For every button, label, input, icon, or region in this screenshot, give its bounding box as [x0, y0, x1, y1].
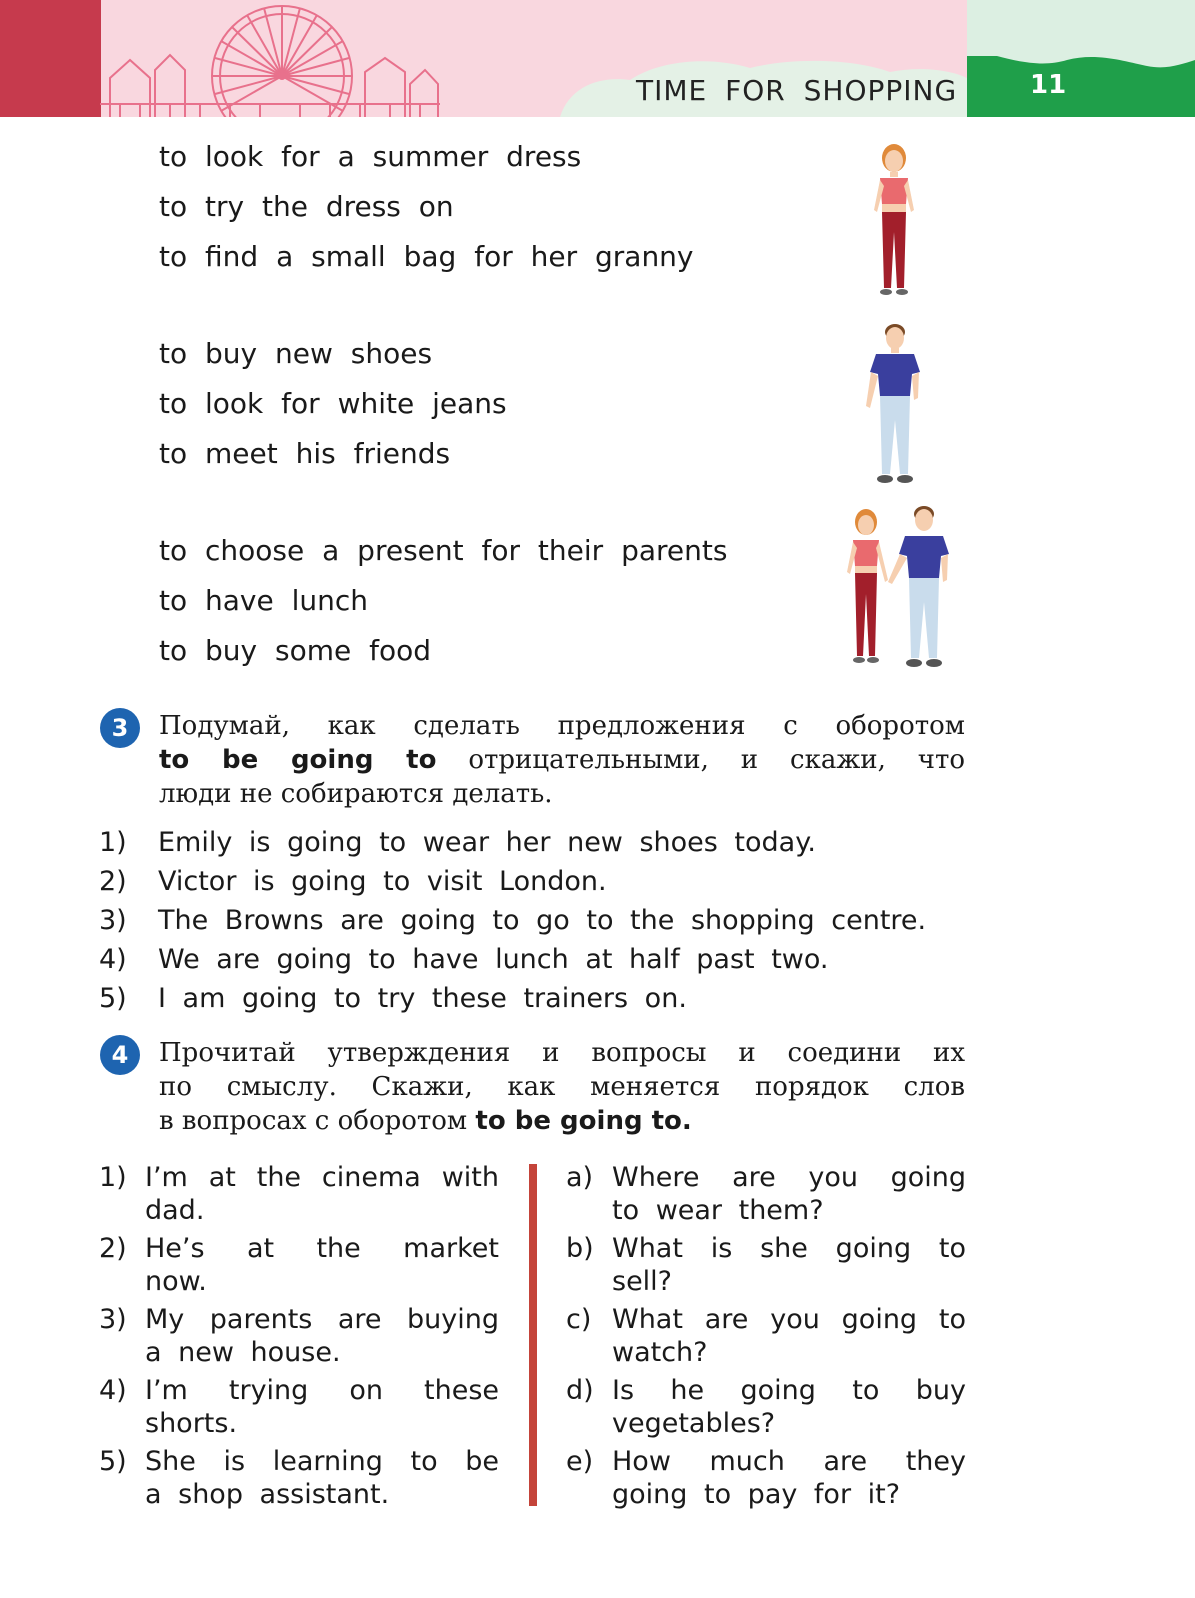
question-line: How much are they — [612, 1446, 966, 1477]
girl-figure — [862, 142, 926, 304]
sentence-number: 1) — [99, 827, 127, 858]
question-line: Is he going to buy — [612, 1375, 966, 1406]
statement-number: 3) — [99, 1304, 127, 1335]
phrase-item: to find a small bag for her granny — [159, 240, 694, 273]
question-text — [612, 1374, 966, 1440]
sentence-text: The Browns are going to go to the shopping centre. — [158, 905, 927, 936]
question-line: What is she going to — [612, 1233, 966, 1264]
statement-line: dad. — [145, 1195, 205, 1226]
boy-figure — [858, 320, 932, 490]
instruction-line: Прочитай утверждения и вопросы и соедини их — [159, 1038, 965, 1068]
statement-line: I’m at the cinema with — [145, 1162, 499, 1193]
statement-line: He’s at the market — [145, 1233, 499, 1264]
column-divider — [529, 1164, 537, 1506]
question-line: going to pay for it? — [612, 1479, 901, 1510]
grammar-highlight: to be going to — [159, 745, 437, 775]
question-line: to wear them? — [612, 1195, 824, 1226]
phrase-item: to meet his friends — [159, 437, 451, 470]
phrase-item: to look for white jeans — [159, 387, 507, 420]
exercise-number-badge: 3 — [100, 708, 140, 748]
london-eye-illustration — [100, 0, 440, 117]
instruction-line: Подумай, как сделать предложения с оборотом — [159, 711, 965, 741]
question-line: Where are you going — [612, 1162, 966, 1193]
sentence-number: 3) — [99, 905, 127, 936]
sentence-text: We are going to have lunch at half past two. — [158, 944, 829, 975]
phrase-item: to look for a summer dress — [159, 140, 582, 173]
statement-number: 1) — [99, 1162, 127, 1193]
question-line: What are you going to — [612, 1304, 966, 1335]
question-line: watch? — [612, 1337, 708, 1368]
statement-line: I’m trying on these — [145, 1375, 499, 1406]
phrase-item: to try the dress on — [159, 190, 454, 223]
phrase-item: to buy some food — [159, 634, 432, 667]
sentence-number: 5) — [99, 983, 127, 1014]
statement-line: a shop assistant. — [145, 1479, 390, 1510]
statement-number: 2) — [99, 1233, 127, 1264]
question-line: sell? — [612, 1266, 673, 1297]
question-text — [612, 1303, 966, 1369]
statement-line: She is learning to be — [145, 1446, 499, 1477]
sentence-text: Emily is going to wear her new shoes today. — [158, 827, 816, 858]
grammar-highlight: to be going to. — [475, 1106, 692, 1136]
sentence-text: Victor is going to visit London. — [158, 866, 607, 897]
instruction-line — [159, 1104, 965, 1138]
instruction-text: в вопросах с оборотом — [159, 1106, 468, 1136]
statement-line: a new house. — [145, 1337, 341, 1368]
statement-number: 5) — [99, 1446, 127, 1477]
sentence-number: 4) — [99, 944, 127, 975]
statement-text — [145, 1445, 499, 1511]
page-header — [0, 0, 1195, 117]
question-line: vegetables? — [612, 1408, 776, 1439]
statement-line: now. — [145, 1266, 207, 1297]
instruction-text: отрицательными, и скажи, что — [468, 745, 966, 775]
question-letter: b) — [566, 1233, 594, 1264]
couple-figure — [838, 506, 968, 676]
header-red-band — [0, 0, 101, 117]
statement-text — [145, 1303, 499, 1369]
page-number: 11 — [1030, 70, 1067, 100]
question-text — [612, 1161, 966, 1227]
statement-line: shorts. — [145, 1408, 238, 1439]
header-green-tab — [967, 56, 1195, 117]
instruction-line: люди не собираются делать. — [159, 779, 553, 809]
exercise-number-badge: 4 — [100, 1035, 140, 1075]
question-letter: a) — [566, 1162, 594, 1193]
question-text — [612, 1232, 966, 1298]
instruction-line — [159, 743, 965, 777]
statement-text — [145, 1161, 499, 1227]
question-letter: d) — [566, 1375, 594, 1406]
statement-text — [145, 1374, 499, 1440]
phrase-item: to buy new shoes — [159, 337, 433, 370]
instruction-line: по смыслу. Скажи, как меняется порядок слов — [159, 1072, 965, 1102]
statement-number: 4) — [99, 1375, 127, 1406]
question-letter: e) — [566, 1446, 594, 1477]
question-letter: c) — [566, 1304, 592, 1335]
phrase-item: to have lunch — [159, 584, 369, 617]
section-title: TIME FOR SHOPPING — [636, 74, 958, 107]
sentence-text: I am going to try these trainers on. — [158, 983, 687, 1014]
sentence-number: 2) — [99, 866, 127, 897]
question-text — [612, 1445, 966, 1511]
phrase-item: to choose a present for their parents — [159, 534, 728, 567]
statement-line: My parents are buying — [145, 1304, 499, 1335]
statement-text — [145, 1232, 499, 1298]
